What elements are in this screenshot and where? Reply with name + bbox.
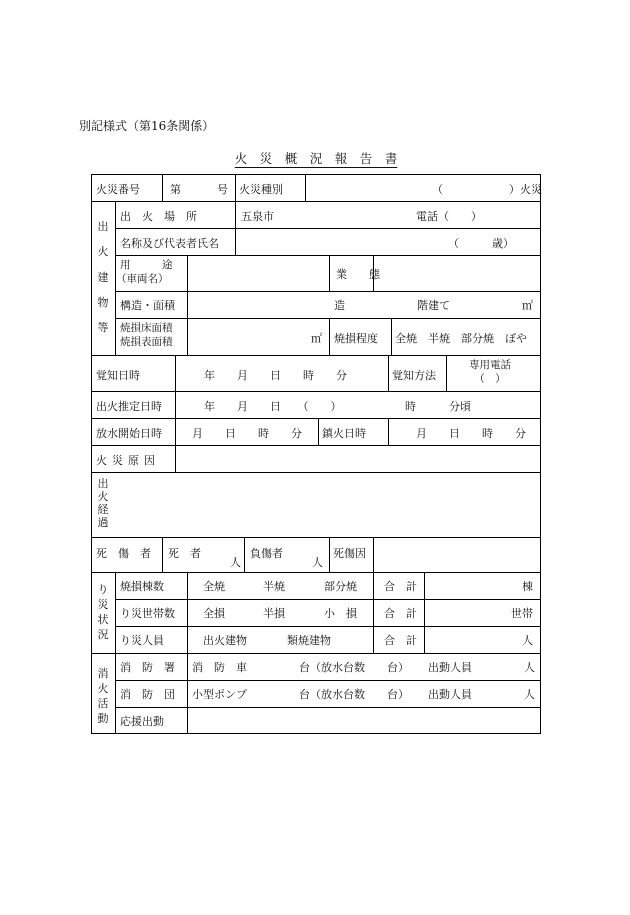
burned-surface-area-label: 焼損表面積 — [120, 336, 173, 348]
casualties-label: 死 傷 者 — [96, 547, 151, 560]
affected-households-a: 全損 — [203, 607, 225, 620]
damage-degree-options: 全焼 半焼 部分焼 ぼや — [395, 332, 527, 345]
fire-station-label: 消 防 署 — [120, 661, 175, 674]
building-side-label: 出 火 建 物 等 — [97, 220, 109, 334]
affected-persons-a: 出火建物 — [203, 634, 247, 647]
phone-field: 電話（ ） — [416, 210, 482, 223]
burned-area-unit: ㎡ — [311, 332, 322, 345]
structure-label: 構造・面積 — [120, 299, 175, 312]
area-unit: ㎡ — [522, 299, 533, 312]
estimated-time: 時 分頃 — [405, 400, 471, 413]
affected-households-label: り災世帯数 — [120, 607, 175, 620]
affected-persons-total: 合 計 — [384, 634, 417, 647]
usage-label: 用 途 — [120, 259, 173, 271]
injured-unit: 人 — [312, 556, 323, 569]
firefighting-side-label: 消 火 活 動 — [97, 667, 109, 725]
affected-households-b: 半損 — [263, 607, 285, 620]
affected-persons-unit: 人 — [522, 634, 533, 647]
business-label: 業 態 — [336, 268, 380, 281]
burned-buildings-b: 半焼 — [263, 580, 285, 593]
owner-label: 名称及び代表者氏名 — [120, 237, 219, 250]
fire-engine-label: 消 防 車 — [192, 661, 247, 674]
age-field: （ 歳） — [448, 237, 514, 250]
detection-method-paren: （ ） — [474, 373, 506, 385]
form-reference: 別記様式（第16条関係） — [79, 119, 215, 133]
fire-cause-label: 火災原因 — [96, 454, 160, 467]
burned-buildings-a: 全焼 — [203, 580, 225, 593]
fire-type-value: （ ）火災 — [432, 183, 542, 196]
damage-degree-label: 焼損程度 — [334, 332, 378, 345]
estimated-date: 年 月 日 （ ） — [204, 400, 342, 413]
affected-households-total: 合 計 — [384, 607, 417, 620]
fire-progress-label: 出 火 経 過 — [97, 477, 109, 529]
affected-households-unit: 世帯 — [511, 607, 533, 620]
brigade-personnel-unit: 人 — [524, 688, 535, 701]
dead-unit: 人 — [230, 556, 241, 569]
fire-number-suffix: 号 — [217, 183, 228, 196]
affected-persons-b: 類焼建物 — [287, 634, 331, 647]
burned-floor-area-label: 焼損床面積 — [120, 322, 173, 334]
portable-pump-units: 台（放水台数 台） — [299, 688, 409, 701]
affected-persons-label: り災人員 — [120, 634, 164, 647]
brigade-personnel-label: 出動人員 — [428, 688, 472, 701]
casualty-cause-label: 死傷因 — [333, 547, 366, 560]
vehicle-name-label: （車両名） — [116, 273, 169, 285]
discharge-label: 放水開始日時 — [96, 427, 162, 440]
discharge-datetime: 月 日 時 分 — [192, 427, 302, 440]
burned-buildings-c: 部分焼 — [324, 580, 357, 593]
disaster-side-label: り 災 状 況 — [97, 583, 109, 641]
estimated-label: 出火推定日時 — [96, 400, 162, 413]
dead-label: 死 者 — [168, 547, 201, 560]
fire-brigade-label: 消 防 団 — [120, 688, 175, 701]
station-personnel-unit: 人 — [524, 661, 535, 674]
burned-buildings-unit: 棟 — [522, 580, 533, 593]
burned-buildings-total: 合 計 — [384, 580, 417, 593]
page-title: 火 災 概 況 報 告 書 — [234, 151, 398, 166]
detection-datetime: 年 月 日 時 分 — [204, 369, 347, 382]
extinguish-datetime: 月 日 時 分 — [416, 427, 526, 440]
support-dispatch-label: 応援出動 — [120, 715, 164, 728]
affected-households-c: 小 損 — [324, 607, 357, 620]
structure-zou: 造 — [334, 299, 345, 312]
fire-number-prefix: 第 — [170, 183, 181, 196]
detection-method-label: 覚知方法 — [392, 369, 436, 382]
fire-type-label: 火災種別 — [239, 183, 283, 196]
station-personnel-label: 出動人員 — [428, 661, 472, 674]
fire-place-value: 五泉市 — [241, 210, 274, 223]
fire-place-label: 出 火 場 所 — [120, 210, 197, 223]
detection-method-value: 専用電話 — [469, 359, 511, 371]
fire-engine-units: 台（放水台数 台） — [299, 661, 409, 674]
detection-label: 覚知日時 — [96, 369, 140, 382]
floors-label: 階建て — [417, 299, 450, 312]
extinguish-label: 鎮火日時 — [322, 427, 366, 440]
burned-buildings-label: 焼損棟数 — [120, 580, 164, 593]
fire-number-label: 火災番号 — [96, 183, 140, 196]
injured-label: 負傷者 — [250, 547, 283, 560]
portable-pump-label: 小型ポンプ — [192, 688, 247, 701]
